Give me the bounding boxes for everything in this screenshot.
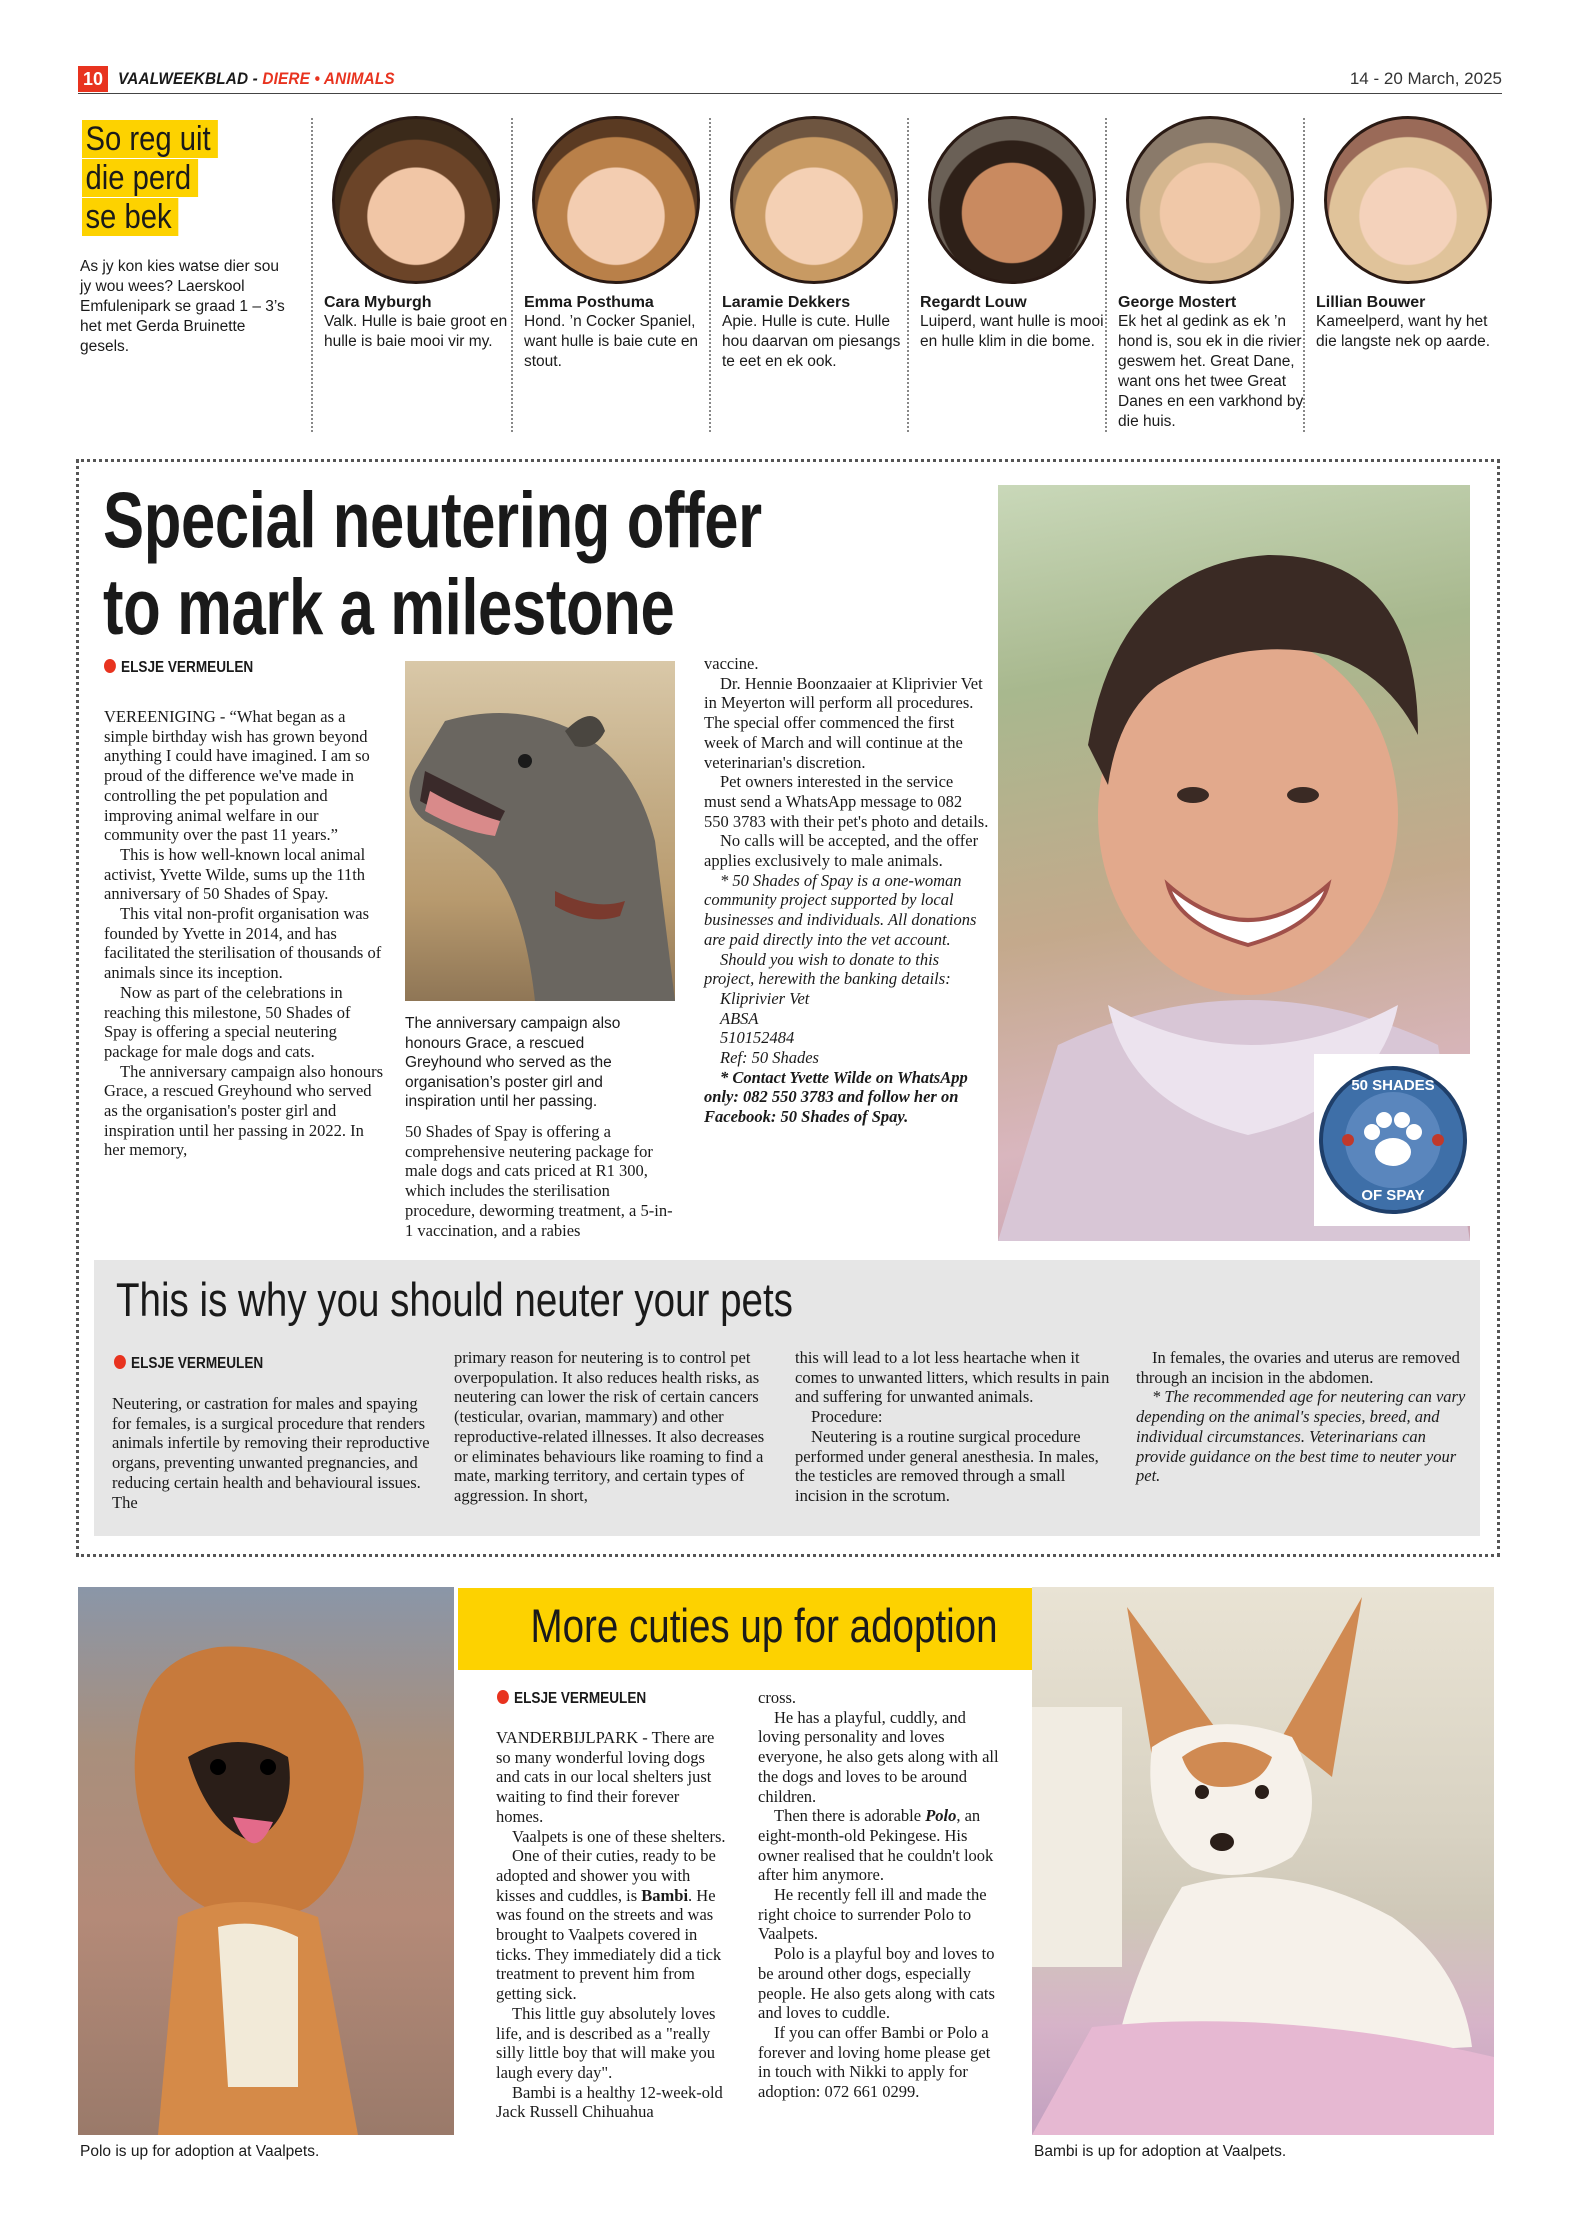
paragraph: No calls will be accepted, and the offer applies exclusively to male animals.: [704, 831, 979, 871]
jack-russell-illustration: [1032, 1587, 1494, 2135]
paragraph: vaccine.: [704, 654, 759, 673]
paragraph: [496, 1846, 728, 2004]
bank-line: 510152484: [720, 1028, 795, 1048]
child-photo: [1324, 116, 1492, 284]
paragraph: Pet owners interested in the service must send a WhatsApp message to 082 550 3783 with their pet's photo and details.: [704, 772, 989, 831]
paragraph: This little guy absolutely loves life, and is described as a "really silly little boy that will make you laugh every day".: [496, 2003, 716, 2082]
child-answer: Apie. Hulle is cute. Hulle hou daarvan om piesangs te eet en ek ook.: [722, 313, 901, 370]
vox-pop-entry: [1118, 116, 1308, 432]
child-photo: [730, 116, 898, 284]
child-answer: Hond. ’n Cocker Spaniel, want hulle is baie cute en stout.: [524, 313, 699, 370]
bank-line: Ref: 50 Shades: [720, 1048, 819, 1068]
paragraph: primary reason for neutering is to control pet overpopulation. It also reduces health risks, as neutering can lower the risk of certain cancers (testicular, ovarian, mammary) and other reproductive-related illnesses. It also decreases or eliminates behaviours like roaming to find a mate, marking territory, and certain types of aggression. In short,: [454, 1348, 765, 1505]
byline-name: ELSJE VERMEULEN: [131, 1355, 264, 1372]
vox-pop-intro: As jy kon kies watse dier sou jy wou wees? Laerskool Emfulenipark se graad 1 – 3’s het met Gerda Bruinette gesels.: [80, 258, 285, 355]
column-divider: [311, 118, 313, 432]
byline-bullet-icon: [497, 1690, 509, 1704]
child-answer: Kameelperd, want hy het die langste nek op aarde.: [1316, 313, 1491, 350]
paragraph: VANDERBIJLPARK - There are so many wonderful loving dogs and cats in our local shelters just waiting to find their forever homes.: [496, 1728, 715, 1826]
logo-text-top: 50 SHADES: [1351, 1077, 1435, 1094]
paragraph: This vital non-profit organisation was founded by Yvette in 2014, and has facilitated the sterilisation of thousands of animals since its inception.: [104, 904, 382, 983]
bank-line: Kliprivier Vet: [720, 988, 810, 1008]
text-run: , an eight-month-old Pekingese. His owner realised that he couldn't look after him anymore.: [758, 1806, 994, 1885]
greyhound-photo: [405, 661, 675, 1001]
paragraph: If you can offer Bambi or Polo a forever and loving home please get in touch with Nikki to apply for adoption: 072 661 0299.: [758, 2022, 991, 2102]
byline-name: ELSJE VERMEULEN: [121, 659, 254, 676]
polo-photo: [78, 1587, 454, 2135]
paragraph: He recently fell ill and made the right choice to surrender Polo to Vaalpets.: [758, 1885, 987, 1944]
byline-name: ELSJE VERMEULEN: [514, 1690, 647, 1707]
page-number: 10: [78, 66, 108, 92]
child-answer: Valk. Hulle is baie groot en hulle is baie mooi vir my.: [324, 313, 508, 350]
paragraph: Bambi is a healthy 12-week-old Jack Russell Chihuahua: [496, 2082, 723, 2122]
pet-name: Polo: [925, 1806, 957, 1826]
child-name: Lillian Bouwer: [1316, 294, 1426, 311]
paragraph: Neutering, or castration for males and spaying for females, is a surgical procedure that renders animals infertile by removing their reproductive organs, preventing unwanted pregnancies, and reducing certain health and behavioural issues. The: [112, 1394, 430, 1512]
child-name: Regardt Louw: [920, 294, 1027, 311]
child-answer: Luiperd, want hulle is mooi en hulle klim in die bome.: [920, 313, 1104, 350]
bambi-photo: [1032, 1587, 1494, 2135]
bambi-photo-caption: Bambi is up for adoption at Vaalpets.: [1034, 2143, 1287, 2160]
vox-title-line: se bek: [82, 198, 178, 236]
text-run: Then there is adorable: [774, 1806, 926, 1826]
dog-photo-caption: The anniversary campaign also honours Grace, a rescued Greyhound who served as the organisation’s poster girl and inspiration until her passing.: [405, 1015, 621, 1110]
vox-pop-entry: [524, 116, 714, 372]
text-run: . He was found on the streets and was brought to Vaalpets covered in ticks. They immediately did a tick treatment to prevent him from getting sick.: [496, 1885, 722, 2004]
logo-text-bottom: OF SPAY: [1361, 1187, 1425, 1204]
paragraph: cross.: [758, 1688, 797, 1707]
child-name: Laramie Dekkers: [722, 294, 851, 311]
paper-name: [118, 69, 395, 89]
paragraph: Dr. Hennie Boonzaaier at Kliprivier Vet in Meyerton will perform all procedures. The special offer commenced the first week of March and will continue at the veterinarian's discretion.: [704, 673, 983, 772]
paragraph: * The recommended age for neutering can vary depending on the animal's species, breed, and individual circumstances. Veterinarians can provide guidance on the best time to neuter your pet.: [1136, 1387, 1466, 1486]
box-column-1: [112, 1394, 430, 1512]
vox-pop-entry: [722, 116, 912, 372]
paragraph: Procedure:: [811, 1407, 883, 1427]
paragraph: The anniversary campaign also honours Grace, a rescued Greyhound who served as the organisation's poster girl and inspiration until her passing in 2022. In her memory,: [104, 1061, 384, 1160]
byline: [104, 659, 253, 677]
adoption-column-2: [758, 1688, 1000, 2102]
adoption-banner: [458, 1588, 1070, 1670]
contact-details: * Contact Yvette Wilde on WhatsApp only: 082 550 3783 and follow her on Facebook: 50 Shades of Spay.: [704, 1067, 968, 1127]
vox-title-line: So reg uit: [82, 120, 217, 158]
masthead-title: VAALWEEKBLAD -: [118, 69, 263, 88]
paragraph: This is how well-known local animal activist, Yvette Wilde, sums up the 11th anniversary of 50 Shades of Spay.: [104, 844, 366, 904]
paragraph: VEREENIGING - “What began as a simple birthday wish has grown beyond anything I could have imagined. I am so proud of the difference we've made in controlling the pet population and improving animal welfare in our community over the past 11 years.”: [104, 707, 370, 845]
vox-pop-entry: [1316, 116, 1506, 352]
child-photo: [1126, 116, 1294, 284]
byline-bullet-icon: [114, 1355, 126, 1369]
story-column-2: [405, 1122, 680, 1240]
fifty-shades-of-spay-logo: [1314, 1054, 1472, 1226]
adoption-column-1: [496, 1728, 728, 2122]
neuter-box-headline: This is why you should neuter your pets: [116, 1273, 793, 1326]
page-header: [78, 66, 1502, 94]
greyhound-illustration: [405, 661, 675, 1001]
donation-note: * 50 Shades of Spay is a one-woman community project supported by local businesses and individuals. All donations are paid directly into the vet account.: [704, 870, 977, 949]
child-name: George Mostert: [1118, 294, 1237, 311]
child-name: Cara Myburgh: [324, 294, 432, 311]
pekingese-illustration: [78, 1587, 454, 2135]
child-name: Emma Posthuma: [524, 294, 654, 311]
section-name: DIERE • ANIMALS: [262, 69, 395, 88]
story-column-3: [704, 654, 989, 1127]
pet-name: Bambi: [641, 1885, 689, 1905]
paragraph: this will lead to a lot less heartache when it comes to unwanted litters, which results in pain and suffering for unwanted animals.: [795, 1348, 1110, 1407]
paragraph: He has a playful, cuddly, and loving personality and loves everyone, he also gets along with all the dogs and loves to be around children.: [758, 1707, 999, 1806]
vox-pop-entry: [324, 116, 514, 352]
donation-note: Should you wish to donate to this project, herewith the banking details:: [704, 949, 951, 989]
paragraph: 50 Shades of Spay is offering a comprehensive neutering package for male dogs and cats priced at R1 300, which includes the sterilisation procedure, deworming treatment, a 5-in-1 vaccination, and a rabies: [405, 1122, 673, 1240]
paragraph: Polo is a playful boy and loves to be around other dogs, especially people. He also gets along with cats and loves to cuddle.: [758, 1944, 995, 2023]
paragraph: Now as part of the celebrations in reaching this milestone, 50 Shades of Spay is offering a special neutering package for male dogs and cats.: [104, 982, 351, 1061]
story-column-1: [104, 707, 384, 1160]
box-column-2: [454, 1348, 776, 1506]
polo-photo-caption: Polo is up for adoption at Vaalpets.: [80, 2143, 320, 2160]
byline: [497, 1690, 646, 1708]
vox-title-line: die perd: [82, 159, 198, 197]
box-column-3: [795, 1348, 1120, 1506]
vox-pop-entry: [920, 116, 1110, 352]
vox-pop-title: [82, 120, 217, 237]
child-answer: Ek het al gedink as ek ’n hond is, sou ek in die rivier geswem het. Great Dane, want ons het twee Great Danes en een varkhond by die huis.: [1118, 313, 1304, 430]
bank-line: ABSA: [720, 1008, 759, 1028]
paragraph: [758, 1806, 1000, 1885]
byline-bullet-icon: [104, 659, 116, 673]
issue-date: 14 - 20 March, 2025: [1349, 69, 1502, 88]
byline: [114, 1355, 263, 1373]
logo-card: [1314, 1054, 1472, 1226]
paragraph: Neutering is a routine surgical procedure performed under general anesthesia. In males, the testicles are removed through a small incision in the scrotum.: [795, 1426, 1099, 1505]
text-run: One of their cuties, ready to be adopted and shower you with kisses and cuddles, is: [496, 1846, 716, 1905]
main-headline: Special neutering offer to mark a milestone: [103, 475, 762, 651]
child-photo: [928, 116, 1096, 284]
box-column-4: [1136, 1348, 1466, 1486]
child-photo: [332, 116, 500, 284]
paragraph: In females, the ovaries and uterus are removed through an incision in the abdomen.: [1136, 1348, 1460, 1387]
child-photo: [532, 116, 700, 284]
adoption-headline: More cuties up for adoption: [530, 1599, 998, 1652]
paragraph: Vaalpets is one of these shelters.: [512, 1826, 726, 1846]
